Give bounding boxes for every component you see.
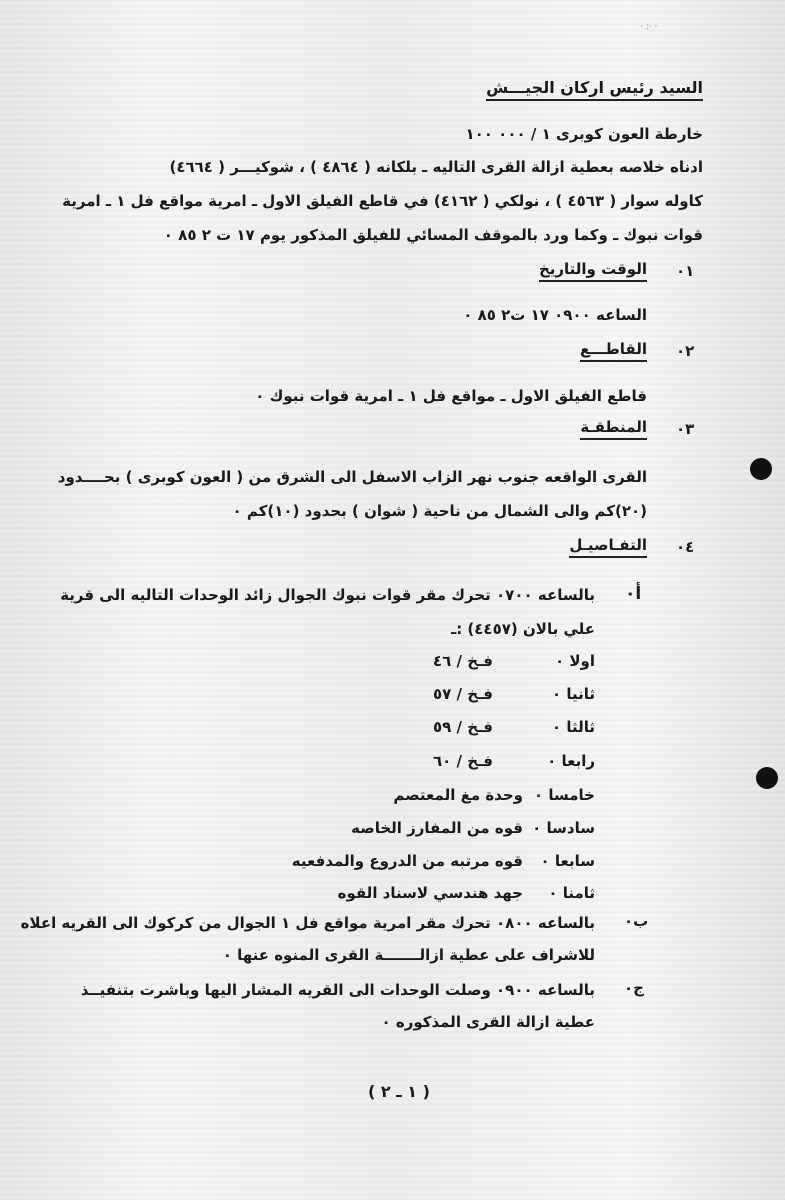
detail-a-line-2: علي بالان (٤٤٥٧) :ـ: [451, 620, 595, 638]
scan-speck: · :· ·: [640, 22, 658, 32]
unit-value: قوه من المفارز الخاصه: [351, 819, 523, 837]
detail-b-line-2: للاشراف على عطية ازالـــــــة القرى المنوه عنها ٠: [222, 946, 595, 964]
section-2-title: القاطـــع: [580, 340, 647, 362]
section-1-body: الساعه ٠٩٠٠ ١٧ ت٢ ٨٥ ٠: [463, 306, 647, 324]
detail-a-marker: أ٠: [625, 584, 642, 604]
map-reference: خارطة العون كوبرى ١ / ٠٠٠ ١٠٠: [465, 125, 703, 143]
intro-line-1: ادناه خلاصه بعطية ازالة القرى التاليه ـ بلكانه ( ٤٨٦٤ ) ، شوكيـــر ( ٤٦٦٤): [169, 158, 703, 176]
section-3-body-1: القرى الواقعه جنوب نهر الزاب الاسفل الى الشرق من ( العون كوبرى ) بحــــدود: [57, 468, 647, 486]
detail-c-marker: ج٠: [624, 979, 644, 997]
section-2-body: قاطع الفيلق الاول ـ مواقع فل ١ ـ امرية قوات نبوك ٠: [255, 387, 647, 405]
section-4-number: ٠٤: [676, 538, 695, 556]
intro-line-2: كاوله سوار ( ٤٥٦٣ ) ، نولكي ( ٤١٦٢) في قاطع الفيلق الاول ـ امرية مواقع فل ١ ـ امرية: [62, 192, 703, 210]
detail-c-line-2: عطية ازالة القرى المذكوره ٠: [381, 1013, 595, 1031]
unit-label: ثامنا ٠: [548, 884, 595, 902]
detail-b-marker: ب٠: [624, 912, 649, 930]
unit-value: وحدة مغ المعتصم: [393, 786, 523, 804]
unit-label: سابعا ٠: [540, 852, 595, 870]
unit-label: سادسا ٠: [532, 819, 595, 837]
unit-value: جهد هندسي لاسناد القوه: [337, 884, 523, 902]
section-3-body-2: (٢٠)كم والى الشمال من ناحية ( شوان ) بحدود (١٠)كم ٠: [232, 502, 647, 520]
section-3-title: المنطقـة: [580, 418, 647, 440]
section-1-title: الوقت والتاريخ: [539, 260, 647, 282]
detail-a-line-1: بالساعه ٠٧٠٠ تحرك مقر قوات نبوك الجوال زائد الوحدات التاليه الى قرية: [60, 586, 595, 604]
unit-value: فـخ / ٦٠: [433, 752, 493, 770]
section-3-number: ٠٣: [676, 420, 695, 438]
recipient-line: السيد رئيس اركان الجيـــش: [486, 78, 703, 101]
unit-label: خامسا ٠: [533, 786, 595, 804]
section-4-title: التفـاصيـل: [569, 536, 647, 558]
section-2-number: ٠٢: [676, 342, 695, 360]
unit-value: قوه مرتبه من الدروع والمدفعيه: [291, 852, 523, 870]
punch-hole: [756, 767, 778, 789]
unit-value: فـخ / ٥٩: [433, 718, 493, 736]
unit-label: رابعا ٠: [547, 752, 595, 770]
unit-label: اولا ٠: [554, 652, 595, 670]
unit-value: فـخ / ٥٧: [433, 685, 493, 703]
detail-c-line-1: بالساعه ٠٩٠٠ وصلت الوحدات الى القريه المشار اليها وباشرت بتنفيــذ: [80, 981, 595, 999]
unit-value: فـخ / ٤٦: [433, 652, 493, 670]
unit-label: ثالثا ٠: [551, 718, 595, 736]
punch-hole: [750, 458, 772, 480]
detail-b-line-1: بالساعه ٠٨٠٠ تحرك مقر امرية مواقع فل ١ الجوال من كركوك الى القريه اعلاه: [20, 914, 595, 932]
page-number: ( ١ ـ ٢ ): [368, 1082, 430, 1101]
intro-line-3: قوات نبوك ـ وكما ورد بالموقف المسائي للفيلق المذكور يوم ١٧ ت ٢ ٨٥ ٠: [163, 226, 703, 244]
section-1-number: ٠١: [676, 262, 695, 280]
unit-label: ثانيا ٠: [551, 685, 595, 703]
